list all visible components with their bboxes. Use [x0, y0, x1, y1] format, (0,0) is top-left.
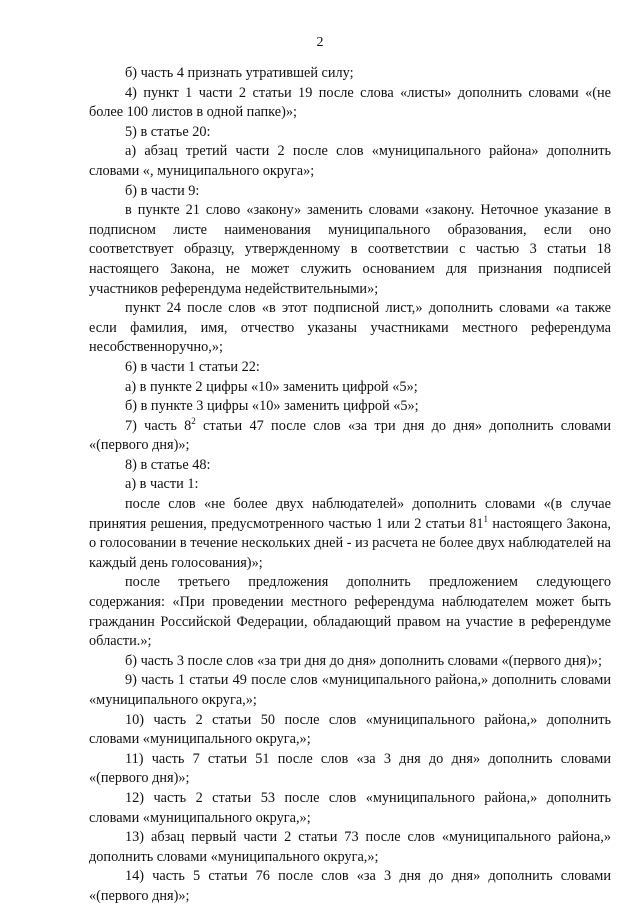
paragraph-6: в пункте 21 слово «закону» заменить словами «закону. Неточное указание в подписном листе наименования муниципального образования, если оно соответствует образцу, утвержденному в соответствии с частью 3 статьи 18 настоящего Закона, не может служить основанием для признания подписей участников референдума недействительными»;	[89, 202, 611, 297]
paragraph-16: б) часть 3 после слов «за три дня до дня» дополнить словами «(первого дня)»;	[125, 652, 602, 669]
paragraph-11-text-b: статьи 47 после слов «за три дня до дня» дополнить словами «(первого дня)»;	[89, 417, 612, 454]
paragraph-14	[89, 495, 611, 573]
document-body	[89, 64, 611, 907]
paragraph-7: пункт 24 после слов «в этот подписной лист,» дополнить словами «а также если фамилия, имя, отчество указаны участниками местного референдума несобственноручно,»;	[89, 300, 611, 356]
paragraph-5: б) в части 9:	[125, 182, 200, 199]
paragraph-10: б) в пункте 3 цифры «10» заменить цифрой «5»;	[125, 398, 419, 415]
paragraph-13: а) в части 1:	[125, 476, 199, 493]
paragraph-3: 5) в статье 20:	[125, 123, 211, 140]
paragraph-11-superscript: 2	[191, 415, 196, 426]
paragraph-11	[89, 417, 611, 456]
paragraph-14-text-a: после слов «не более двух наблюдателей» дополнить словами «(в случае принятия решения, предусмотренного частью 1 или 2 статьи 81	[89, 496, 611, 532]
paragraph-8: 6) в части 1 статьи 22:	[125, 358, 260, 375]
paragraph-9: а) в пункте 2 цифры «10» заменить цифрой «5»;	[125, 378, 418, 395]
paragraph-15: после третьего предложения дополнить предложением следующего содержания: «При проведении местного референдума наблюдателем может быть гражданин Российской Федерации, обладающий правом на участие в референдуме области.»;	[89, 574, 611, 650]
paragraph-2: 4) пункт 1 части 2 статьи 19 после слова «листы» дополнить словами «(не более 100 листов в одной папке)»;	[89, 84, 611, 121]
paragraph-18: 10) часть 2 статьи 50 после слов «муниципального района,» дополнить словами «муниципального округа,»;	[89, 711, 611, 748]
paragraph-19: 11) часть 7 статьи 51 после слов «за 3 дня до дня» дополнить словами «(первого дня)»;	[89, 750, 611, 787]
paragraph-17: 9) часть 1 статьи 49 после слов «муниципального района,» дополнить словами «муниципального округа,»;	[89, 672, 611, 708]
paragraph-14-superscript: 1	[483, 513, 488, 524]
paragraph-21: 13) абзац первый части 2 статьи 73 после слов «муниципального района,» дополнить словами «муниципального округа,»;	[89, 829, 611, 865]
paragraph-1: б) часть 4 признать утратившей силу;	[125, 65, 354, 81]
paragraph-22: 14) часть 5 статьи 76 после слов «за 3 дня до дня» дополнить словами «(первого дня)»;	[89, 868, 611, 904]
paragraph-14-text-b: настоящего Закона, о голосовании в течение нескольких дней - из расчета не более двух наблюдателей на каждый день голосования)»;	[89, 515, 612, 571]
paragraph-11-text-a: 7) часть 8	[125, 417, 192, 434]
paragraph-12: 8) в статье 48:	[125, 456, 211, 473]
page-number: 2	[316, 35, 324, 50]
paragraph-20: 12) часть 2 статьи 53 после слов «муниципального района,» дополнить словами «муниципального округа,»;	[89, 789, 611, 826]
paragraph-4: а) абзац третий части 2 после слов «муниципального района» дополнить словами «, муниципального округа»;	[89, 143, 611, 179]
